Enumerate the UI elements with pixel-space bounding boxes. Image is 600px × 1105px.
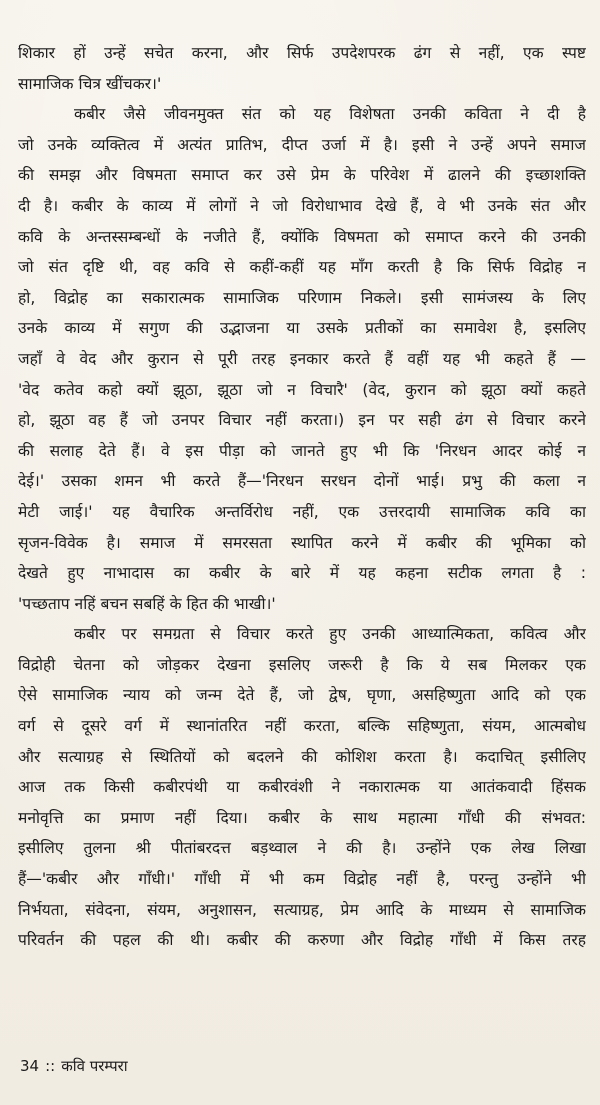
text-line: की समझ और विषमता समाप्त कर उसे प्रेम के परिवेश में ढालने की इच्छाशक्ति	[18, 166, 586, 185]
text-line: विद्रोही चेतना को जोड़कर देखना इसलिए जरूरी है कि ये सब मिलकर एक	[18, 655, 586, 674]
text-line: सामाजिक चित्र खींचकर।'	[18, 74, 162, 93]
text-line: देखते हुए नाभादास का कबीर के बारे में यह कहना सटीक लगता है :	[18, 564, 586, 583]
page-footer	[20, 1056, 128, 1076]
text-line: मेटी जाई।' यह वैचारिक अन्तर्विरोध नहीं, एक उत्तरदायी सामाजिक कवि का	[18, 502, 586, 521]
text-line: दी है। कबीर के काव्य में लोगों ने जो विरोधाभाव देखे हैं, वे भी उनके संत और	[18, 196, 586, 215]
text-line: ऐसे सामाजिक न्याय को जन्म देते हैं, जो द्वेष, घृणा, असहिष्णुता आदि को एक	[18, 686, 586, 705]
text-line: कबीर जैसे जीवनमुक्त संत को यह विशेषता उनकी कविता ने दी है	[74, 105, 586, 124]
text-line: परिवर्तन की पहल की थी। कबीर की करुणा और विद्रोह गाँधी में किस तरह	[18, 931, 586, 950]
text-line: आज तक किसी कबीरपंथी या कबीरवंशी ने नकारात्मक या आतंकवादी हिंसक	[18, 778, 586, 797]
page-number: 34	[20, 1057, 40, 1075]
text-line: 'वेद कतेव कहो क्यों झूठा, झूठा जो न विचारै' (वेद, कुरान को झूठा क्यों कहते	[18, 380, 586, 399]
text-line: जो संत दृष्टि थी, वह कवि से कहीं-कहीं यह माँग करती है कि सिर्फ विद्रोह न	[18, 258, 586, 277]
text-line: 'पच्छताप नहिं बचन सबहिं के हित की भाखी।'	[18, 594, 276, 613]
text-line: हैं—'कबीर और गाँधी।' गाँधी में भी कम विद्रोह नहीं है, परन्तु उन्होंने भी	[18, 870, 586, 889]
text-line: और सत्याग्रह से स्थितियों को बदलने की कोशिश करता है। कदाचित् इसीलिए	[18, 747, 586, 766]
text-line: कबीर पर समग्रता से विचार करते हुए उनकी आध्यात्मिकता, कवित्व और	[74, 625, 586, 644]
text-line: सृजन-विवेक है। समाज में समरसता स्थापित करने में कबीर की भूमिका को	[18, 533, 586, 552]
text-line: मनोवृत्ति का प्रमाण नहीं दिया। कबीर के साथ महात्मा गाँधी की संभवत:	[18, 808, 586, 827]
footer-separator: ::	[45, 1057, 56, 1075]
text-line: निर्भयता, संवेदना, संयम, अनुशासन, सत्याग्रह, प्रेम आदि के माध्यम से सामाजिक	[18, 900, 586, 919]
text-line: शिकार हों उन्हें सचेत करना, और सिर्फ उपदेशपरक ढंग से नहीं, एक स्पष्ट	[18, 44, 586, 62]
text-line: हो, झूठा वह हैं जो उनपर विचार नहीं करता।) इन पर सही ढंग से विचार करने	[18, 411, 586, 430]
text-line: देई।' उसका शमन भी करते हैं—'निरधन सरधन दोनों भाई। प्रभु की कला न	[18, 472, 586, 491]
text-line: जहाँ वे वेद और कुरान से पूरी तरह इनकार करते हैं वहीं यह भी कहते हैं —	[18, 349, 586, 368]
text-line: हो, विद्रोह का सकारात्मक सामाजिक परिणाम निकले। इसी सामंजस्य के लिए	[18, 288, 586, 307]
body-text	[18, 38, 586, 956]
text-line: वर्ग से दूसरे वर्ग में स्थानांतरित नहीं करता, बल्कि सहिष्णुता, संयम, आत्मबोध	[18, 717, 586, 736]
book-title: कवि परम्परा	[61, 1057, 128, 1075]
text-line: इसीलिए तुलना श्री पीतांबरदत्त बड़थ्वाल ने की है। उन्होंने एक लेख लिखा	[18, 839, 586, 858]
text-line: उनके काव्य में सगुण की उद्भाजना या उसके प्रतीकों का समावेश है, इसलिए	[18, 319, 586, 338]
text-line: जो उनके व्यक्तित्व में अत्यंत प्रातिभ, दीप्त उर्जा में है। इसी ने उन्हें अपने समाज	[18, 135, 586, 154]
text-line: की सलाह देते हैं। वे इस पीड़ा को जानते हुए भी कि 'निरधन आदर कोई न	[18, 441, 586, 460]
text-line: कवि के अन्तस्सम्बन्धों के नजीते हैं, क्योंकि विषमता को समाप्त करने की उनकी	[18, 227, 586, 246]
